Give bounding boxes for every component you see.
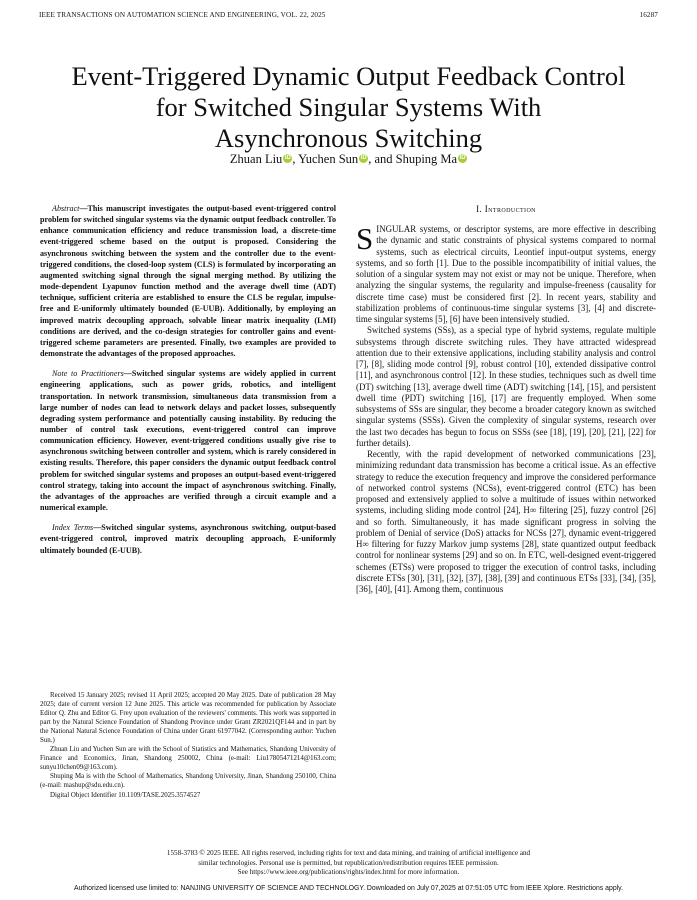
footnote-affiliation: Zhuan Liu and Yuchen Sun are with the School of Statistics and Mathematics, Shandong University of Finance and Economics, Jinan, Shandong 250002, China (e-mail: Liu17805471214@163.com; sunyu10chen09@163.com). xyxy=(40,746,336,772)
paper-title xyxy=(20,61,677,154)
intro-paragraph xyxy=(356,221,656,325)
running-header xyxy=(39,11,658,23)
footnote-doi: Digital Object Identifier 10.1109/TASE.2025.3574527 xyxy=(50,791,201,799)
section-numeral: I. xyxy=(476,204,485,214)
right-column xyxy=(356,203,656,595)
paragraph-text: systems, or descriptor systems, are more effective in describing the dynamic and static constraints of physical systems compared to normal systems, such as electrical circuits, Leontief input-output systems, energy systems, and so forth [1]. Due to the possible incompatibility of initial values, the solution of a singular system may not exist or may not be unique. Therefore, when analyzing the singular systems, the regularity and impulse-freeness (causality for discrete time case) must be considered first [2]. In recent years, stability and stabilization problems of continuous-time singular systems [3], [4] and discrete-time singular systems [5], [6] have been intensively studied. xyxy=(356,224,656,324)
copyright-line: similar technologies. Personal use is permitted, but republication/redistribution requires IEEE permission. xyxy=(198,858,499,867)
author-separator: , xyxy=(292,152,299,166)
note-to-practitioners xyxy=(40,368,336,513)
copyright-line: See https://www.ieee.org/publications/rights/index.html for more information. xyxy=(237,868,460,877)
title-line: Asynchronous Switching xyxy=(214,122,483,153)
orcid-icon[interactable]: iD xyxy=(459,155,466,161)
dropcap-rest: INGULAR xyxy=(376,224,417,234)
index-terms-body: —Switched singular systems, asynchronous switching, output-based event-triggered control, improved matrix decoupling approach, E-uniformly ultimately bounded (E-UUB). xyxy=(40,523,336,555)
note-lead: Note to Practitioners xyxy=(52,369,124,379)
section-heading xyxy=(356,203,656,215)
author-list xyxy=(0,152,697,167)
note-body: —Switched singular systems are widely applied in current engineering applications, such as power grids, robotics, and intelligent transportation. In network transmission, simultaneous data transmission from a large number of nodes can lead to network delays and packet losses, subsequently degrading system performance and potentially causing instability. By reducing the number of control task executions, event-triggered control can improve communication efficiency. However, event-triggered conditions usually give rise to asynchronous switching between controller and system, which is rarely considered in existing results. Therefore, this paper considers the dynamic output feedback control problem for switched singular systems and proposes an output-based event-triggered control strategy, taking into account the impact of asynchronous switching. Finally, the advantages of the approaches are verified through a circuit example and a numerical example. xyxy=(40,369,336,513)
authorized-use-notice: Authorized licensed use limited to: NANJING UNIVERSITY OF SCIENCE AND TECHNOLOGY. Downloaded on July 07,2025 at 07:51:05 UTC from IEEE Xplore. Restrictions apply. xyxy=(73,885,624,892)
abstract-lead: Abstract xyxy=(52,204,80,213)
author-name: Zhuan Liu xyxy=(229,152,283,166)
index-terms xyxy=(40,522,336,555)
title-line: for Switched Singular Systems With xyxy=(155,91,542,122)
section-title: Introduction xyxy=(484,204,536,214)
copyright-notice xyxy=(40,849,657,878)
footnote-received: Received 15 January 2025; revised 11 April 2025; accepted 20 May 2025. Date of publication 28 May 2025; date of current version 12 June 2025. This article was recommended for publication by Associate Editor Q. Zhu and Editor G. Frey upon evaluation of the reviewers' comments. This work was supported in part by the Natural Science Foundation of Shandong Province under Grant ZR2021QF144 and in part by the National Natural Science Foundation of China under Grant 61977042. (Corresponding author: Yuchen Sun.) xyxy=(40,692,336,745)
index-terms-lead: Index Terms xyxy=(52,523,94,533)
author-name: Shuping Ma xyxy=(395,152,458,166)
intro-paragraph: Recently, with the rapid development of networked communications [23], minimizing redundant data transmission has become a critical issue. As an effective strategy to reduce the execution frequency and improve the considered performance of networked control systems (NCSs), event-triggered control (ETC) has been proposed and extensively applied to solve a multitude of issues within networked systems, including sliding mode control [24], H∞ filtering [25], fuzzy control [26] and so forth. Simultaneously, it has made significant progress in solving the problem of Denial of service (DoS) attacks for NCSs [27], dynamic event-triggered H∞ filtering for fuzzy Markov jump systems [28], state quantized output feedback control for nonlinear systems [29] and so on. In ETC, well-designed event-triggered schemes (ETSs) were proposed to trigger the execution of control tasks, including discrete ETSs [30], [31], [32], [37], [38], [39] and continuous ETSs [33], [34], [35], [36], [40], [41]. Among them, continuous xyxy=(356,449,656,594)
footnotes xyxy=(40,691,336,800)
title-line: Event-Triggered Dynamic Output Feedback Control xyxy=(71,60,626,91)
author-name: Yuchen Sun xyxy=(298,152,359,166)
orcid-icon[interactable]: iD xyxy=(284,155,291,161)
abstract xyxy=(40,203,336,359)
drop-cap: S xyxy=(356,221,374,256)
orcid-icon[interactable]: iD xyxy=(360,155,367,161)
left-column xyxy=(40,203,336,556)
page-number: 16287 xyxy=(639,11,658,19)
footnote-affiliation: Shuping Ma is with the School of Mathematics, Shandong University, Jinan, Shandong 250100, China (e-mail: mashup@sdu.edu.cn). xyxy=(40,773,336,790)
copyright-line: 1558-3783 © 2025 IEEE. All rights reserved, including rights for text and data mining, and training of artificial intelligence and xyxy=(166,849,531,857)
intro-paragraph: Switched systems (SSs), as a special type of hybrid systems, regulate multiple subsystems through discrete switching rules. They have attracted widespread attention due to their extensive applications, including stability analysis and control [7], [8], sliding mode control [9], robust control [10], extended dissipative control [11], and asynchronous control [12]. In these studies, techniques such as dwell time (DT) switching [13], average dwell time (ADT) switching [14], [15], and persistent dwell time (PDT) switching [16], [17] are frequently employed. When some subsystems of SSs are singular, they become a broader category known as switched singular systems (SSSs). Given the complexity of singular systems, research over the last two decades has begun to focus on SSSs (see [18], [19], [20], [21], [22] for further details). xyxy=(356,325,656,448)
abstract-body: —This manuscript investigates the output-based event-triggered control problem for switched singular systems via the dynamic output feedback controller. To enhance communication efficiency and reduce transmission load, a discrete-time event-triggered scheme based on the output is proposed. Considering the asynchronous switching between the system and the controller due to the event-triggered conditions, the closed-loop system (CLS) is formulated by incorporating an augmented switching signal through the signal merging method. By utilizing the mode-dependent Lyapunov function method and the average dwell time (ADT) technique, sufficient criteria are established to ensure the CLS be regular, impulse-free and E-uniformly ultimately bounded (E-UUB). Additionally, by employing an improved matrix decoupling approach, solvable linear matrix inequality (LMI) conditions are derived, and the co-design strategies for controller gains and event-triggered scheme parameters are presented. Finally, two examples are provided to demonstrate the advantages of the proposed approaches. xyxy=(40,204,336,359)
author-separator: , and xyxy=(368,152,396,166)
journal-name: IEEE TRANSACTIONS ON AUTOMATION SCIENCE AND ENGINEERING, VOL. 22, 2025 xyxy=(39,11,326,19)
